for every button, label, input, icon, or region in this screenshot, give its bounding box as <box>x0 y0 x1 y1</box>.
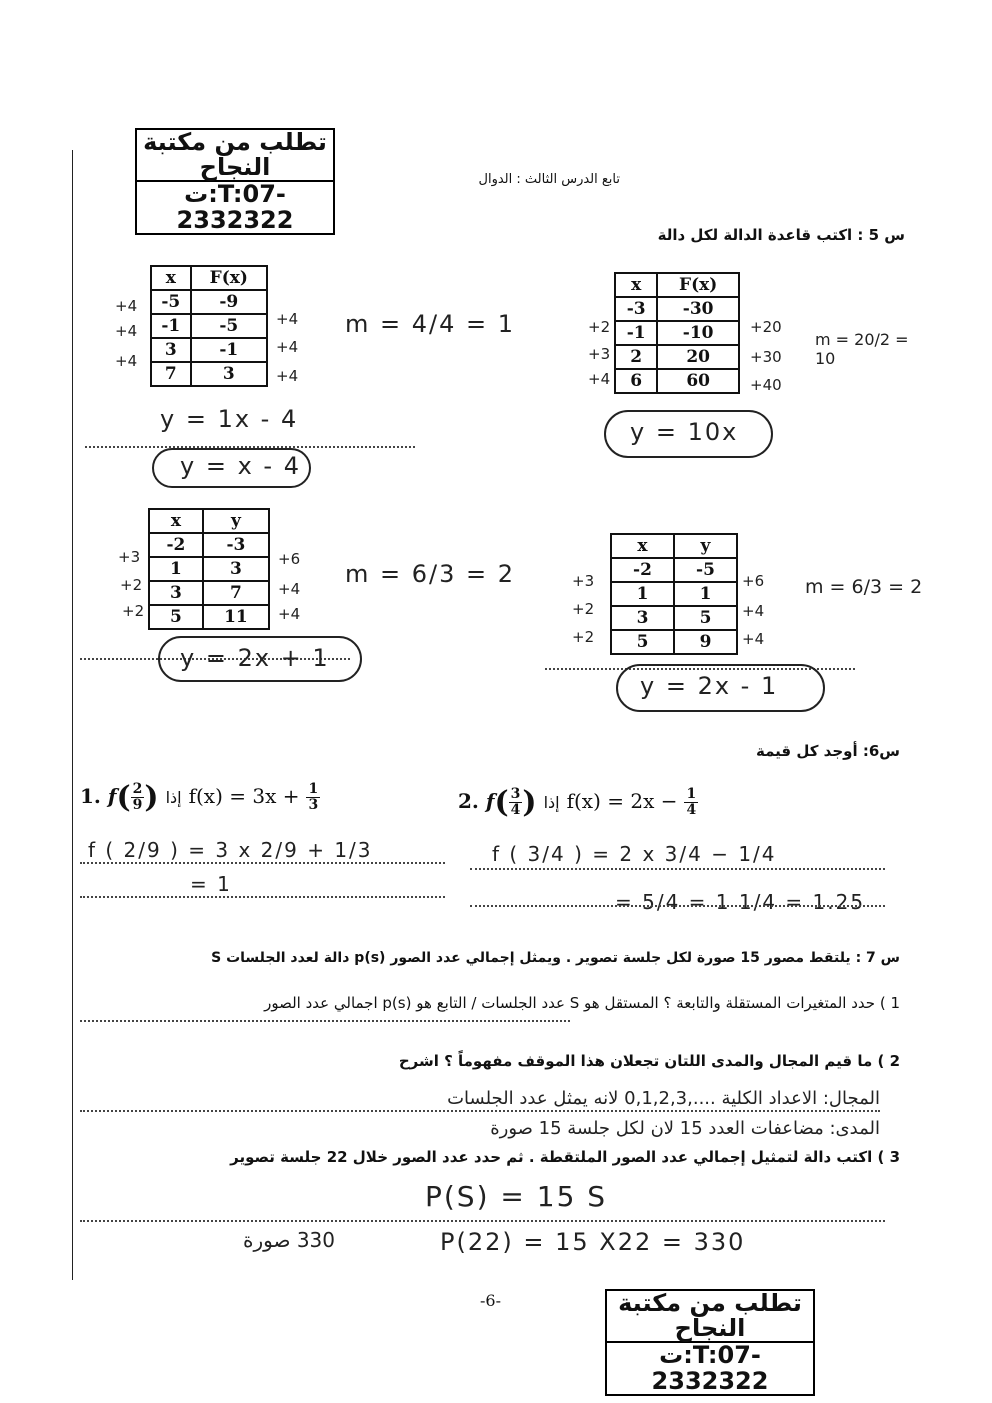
mark: +4 <box>115 297 138 315</box>
slope-d: m = 6/3 = 2 <box>805 576 923 598</box>
slope-c: m = 6/3 = 2 <box>345 560 516 588</box>
table-d <box>610 533 738 655</box>
table-a-header-x: x <box>151 266 191 290</box>
problem-number: 2. <box>458 789 479 813</box>
frac-num: 3 <box>510 786 521 803</box>
stamp-bottom-line2: ت:T:07-2332322 <box>607 1341 813 1393</box>
table-cell: 3 <box>151 338 191 362</box>
table-cell: -3 <box>203 533 269 557</box>
table-cell: 1 <box>611 582 674 606</box>
table-cell: -5 <box>191 314 267 338</box>
mark: +2 <box>120 576 143 594</box>
table-c-header-x: x <box>149 509 203 533</box>
mark: +4 <box>278 580 301 598</box>
stamp-top-line1: تطلب من مكتبة النجاح <box>143 128 327 182</box>
dotted-line <box>80 896 445 898</box>
stamp-bottom <box>605 1289 815 1396</box>
table-b-header-fx: F(x) <box>657 273 739 297</box>
table-cell: 7 <box>151 362 191 386</box>
frac-num: 2 <box>132 781 143 798</box>
mark: +4 <box>276 310 299 328</box>
table-cell: 60 <box>657 369 739 393</box>
table-cell: 3 <box>149 581 203 605</box>
q7-sub3-answer1: P(S) = 15 S <box>425 1180 608 1213</box>
mark: +4 <box>115 322 138 340</box>
q6-problem-2: 2. f( $\frac{3}{4}$ ) إذا f(x) = 2x − $\frac{1}{4}$ <box>458 785 697 820</box>
table-cell: -2 <box>611 558 674 582</box>
answer-d: y = 2x - 1 <box>640 672 779 700</box>
mark: +4 <box>276 367 299 385</box>
table-cell: 20 <box>657 345 739 369</box>
dotted-line <box>80 1020 570 1022</box>
table-cell: 1 <box>674 582 737 606</box>
table-cell: -30 <box>657 297 739 321</box>
table-cell: 9 <box>674 630 737 654</box>
table-cell: -5 <box>151 290 191 314</box>
mark: +30 <box>750 348 782 366</box>
q6-work-2: f ( 3/4 ) = 2 x 3/4 − 1/4 <box>492 842 777 866</box>
table-cell: 5 <box>149 605 203 629</box>
frac-den: 4 <box>510 802 521 818</box>
table-cell: 7 <box>203 581 269 605</box>
q7-sub1: 1 ) حدد المتغيرات المستقلة والتابعة ؟ المستقل هو S عدد الجلسات / التابع هو p(s) اجمالي عدد الصور <box>264 994 900 1012</box>
mark: +3 <box>118 548 141 566</box>
dotted-line <box>470 868 885 870</box>
mark: +4 <box>115 352 138 370</box>
stamp-bottom-line1: تطلب من مكتبة النجاح <box>618 1289 802 1343</box>
mark: +4 <box>278 605 301 623</box>
table-cell: 3 <box>611 606 674 630</box>
stamp-top <box>135 128 335 235</box>
table-cell: -5 <box>674 558 737 582</box>
frac-den: 4 <box>686 802 697 818</box>
table-cell: -2 <box>149 533 203 557</box>
mark: +3 <box>572 572 595 590</box>
q7-sub3: 3 ) اكتب دالة لتمثيل إجمالي عدد الصور الملتقطة . ثم حدد عدد الصور خلال 22 جلسة تصوير <box>230 1148 900 1166</box>
q6-work-1b: = 1 <box>190 872 232 896</box>
dotted-line <box>80 1110 880 1112</box>
table-cell: -1 <box>191 338 267 362</box>
mark: +2 <box>588 318 611 336</box>
table-cell: 3 <box>191 362 267 386</box>
q6-work-1: f ( 2/9 ) = 3 x 2/9 + 1/3 <box>88 838 373 862</box>
if-word: إذا <box>165 788 182 807</box>
mark: +4 <box>742 630 765 648</box>
table-a-header-fx: F(x) <box>191 266 267 290</box>
q6-title: س6: أوجد كل قيمة <box>756 742 900 760</box>
stamp-top-line2: ت:T:07-2332322 <box>137 180 333 232</box>
mark: +4 <box>588 370 611 388</box>
mark: +2 <box>122 602 145 620</box>
slope-a: m = 4/4 = 1 <box>345 310 516 338</box>
q7-title: س 7 : يلتقط مصور 15 صورة لكل جلسة تصوير . ويمثل إجمالي عدد الصور p(s) دالة لعدد الجلسات S <box>211 950 900 966</box>
table-cell: -9 <box>191 290 267 314</box>
mark: +2 <box>572 628 595 646</box>
table-cell: -3 <box>615 297 657 321</box>
q7-sub3-answer2: P(22) = 15 X22 = 330 <box>440 1228 746 1256</box>
dotted-line <box>80 862 445 864</box>
mark: +2 <box>572 600 595 618</box>
table-cell: 1 <box>149 557 203 581</box>
table-a <box>150 265 268 387</box>
work-a: y = 1x - 4 <box>160 405 299 433</box>
answer-a: y = x - 4 <box>180 452 301 480</box>
mark: +20 <box>750 318 782 336</box>
rule: f(x) = 2x − <box>566 789 678 813</box>
frac-den: 3 <box>308 797 319 813</box>
problem-number: 1. <box>80 784 101 808</box>
mark: +6 <box>742 572 765 590</box>
frac-num: 1 <box>686 786 697 803</box>
table-c <box>148 508 270 630</box>
table-cell: 3 <box>203 557 269 581</box>
mark: +4 <box>742 602 765 620</box>
frac-den: 9 <box>132 797 143 813</box>
q6-work-2b: = 5/4 = 1 1/4 = 1.25 <box>615 890 866 914</box>
mark: +3 <box>588 345 611 363</box>
q5-title: س 5 : اكتب قاعدة الدالة لكل دالة <box>657 226 905 244</box>
slope-b: m = 20/2 = 10 <box>815 330 909 368</box>
q7-sub2-answer1: المجال: الاعداد الكلية ....,0,1,2,3 لانه يمثل عدد الجلسات <box>447 1088 880 1109</box>
mark: +6 <box>278 550 301 568</box>
mark: +40 <box>750 376 782 394</box>
answer-b: y = 10x <box>630 418 739 446</box>
table-b <box>614 272 740 394</box>
answer-c: y = 2x + 1 <box>180 644 330 672</box>
if-word: إذا <box>543 793 560 812</box>
table-cell: 2 <box>615 345 657 369</box>
table-b-header-x: x <box>615 273 657 297</box>
table-cell: 6 <box>615 369 657 393</box>
dotted-line <box>80 1220 885 1222</box>
mark: +4 <box>276 338 299 356</box>
q7-sub2-answer2: المدى: مضاعفات العدد 15 لان لكل جلسة 15 صورة <box>490 1118 880 1139</box>
page-number: -6- <box>480 1291 501 1310</box>
q6-problem-1: 1. f( $\frac{2}{9}$ ) إذا f(x) = 3x + $\frac{1}{3}$ <box>80 780 319 815</box>
dotted-line <box>470 905 885 907</box>
table-d-header-y: y <box>674 534 737 558</box>
table-cell: 11 <box>203 605 269 629</box>
table-cell: 5 <box>611 630 674 654</box>
table-d-header-x: x <box>611 534 674 558</box>
page-header: تابع الدرس الثالث : الدوال <box>478 172 620 187</box>
q7-sub3-answer3: 330 صورة <box>243 1228 335 1252</box>
rule: f(x) = 3x + <box>188 784 300 808</box>
table-cell: -10 <box>657 321 739 345</box>
table-cell: -1 <box>151 314 191 338</box>
table-cell: -1 <box>615 321 657 345</box>
frac-num: 1 <box>308 781 319 798</box>
q7-sub2: 2 ) ما قيم المجال والمدى اللتان تجعلان هذا الموقف مفهوماً ؟ اشرح <box>398 1052 900 1070</box>
table-cell: 5 <box>674 606 737 630</box>
table-c-header-y: y <box>203 509 269 533</box>
